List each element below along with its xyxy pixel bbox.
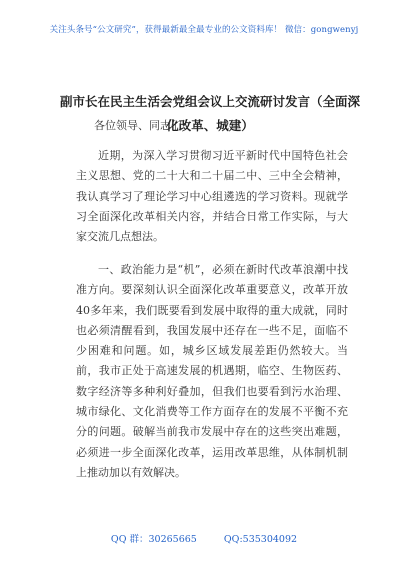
footer-qq-group: QQ 群：30265665 bbox=[110, 534, 197, 545]
paragraph-text: 一、政治能力是“机”，必须在新时代改革浪潮中找准方向。要深刻认识全面深化改革重要意义，改革开放40多年来，我们既要看到发展中取得的重大成就，同时也必须清醒看到，我国发展中还存在一些不足，面临不少困难和问题。如，城乡区域发展差距仍然较大。当前，我市正处于高速发展的机遇期，临空、生物医药、数字经济等多种利好叠加，但我们也要看到污水治理、城市绿化、文化消费等工作方面存在的发展不平衡不充分的问题。破解当前我市发展中存在的这些突出难题，必须进一步全面深化改革，运用改革思维，从体制机制上推动加以有效解决。 bbox=[76, 263, 348, 479]
paragraph-text: 近期，为深入学习贯彻习近平新时代中国特色社会主义思想、党的二十大和二十届二中、三中全会精神，我认真学习了理论学习中心组遴选的学习资料。现就学习全面深化改革相关内容，并结合日常工作实际，与大家交流几点想法。 bbox=[76, 149, 348, 244]
footer-qq-number: QQ:535304092 bbox=[223, 534, 298, 545]
salutation: 各位领导、同志们： bbox=[94, 119, 193, 132]
body-paragraph-2 bbox=[76, 260, 348, 483]
document-title: 副市长在民主生活会党组会议上交流研讨发言（全面深化改革、城建） bbox=[60, 94, 361, 133]
body-paragraph-1 bbox=[76, 146, 348, 247]
header-promo-note: 关注头条号“公文研究”，获得最新最全最专业的公文资料库！ 微信：gongwenyj bbox=[49, 25, 359, 35]
footer-contact bbox=[0, 531, 408, 545]
